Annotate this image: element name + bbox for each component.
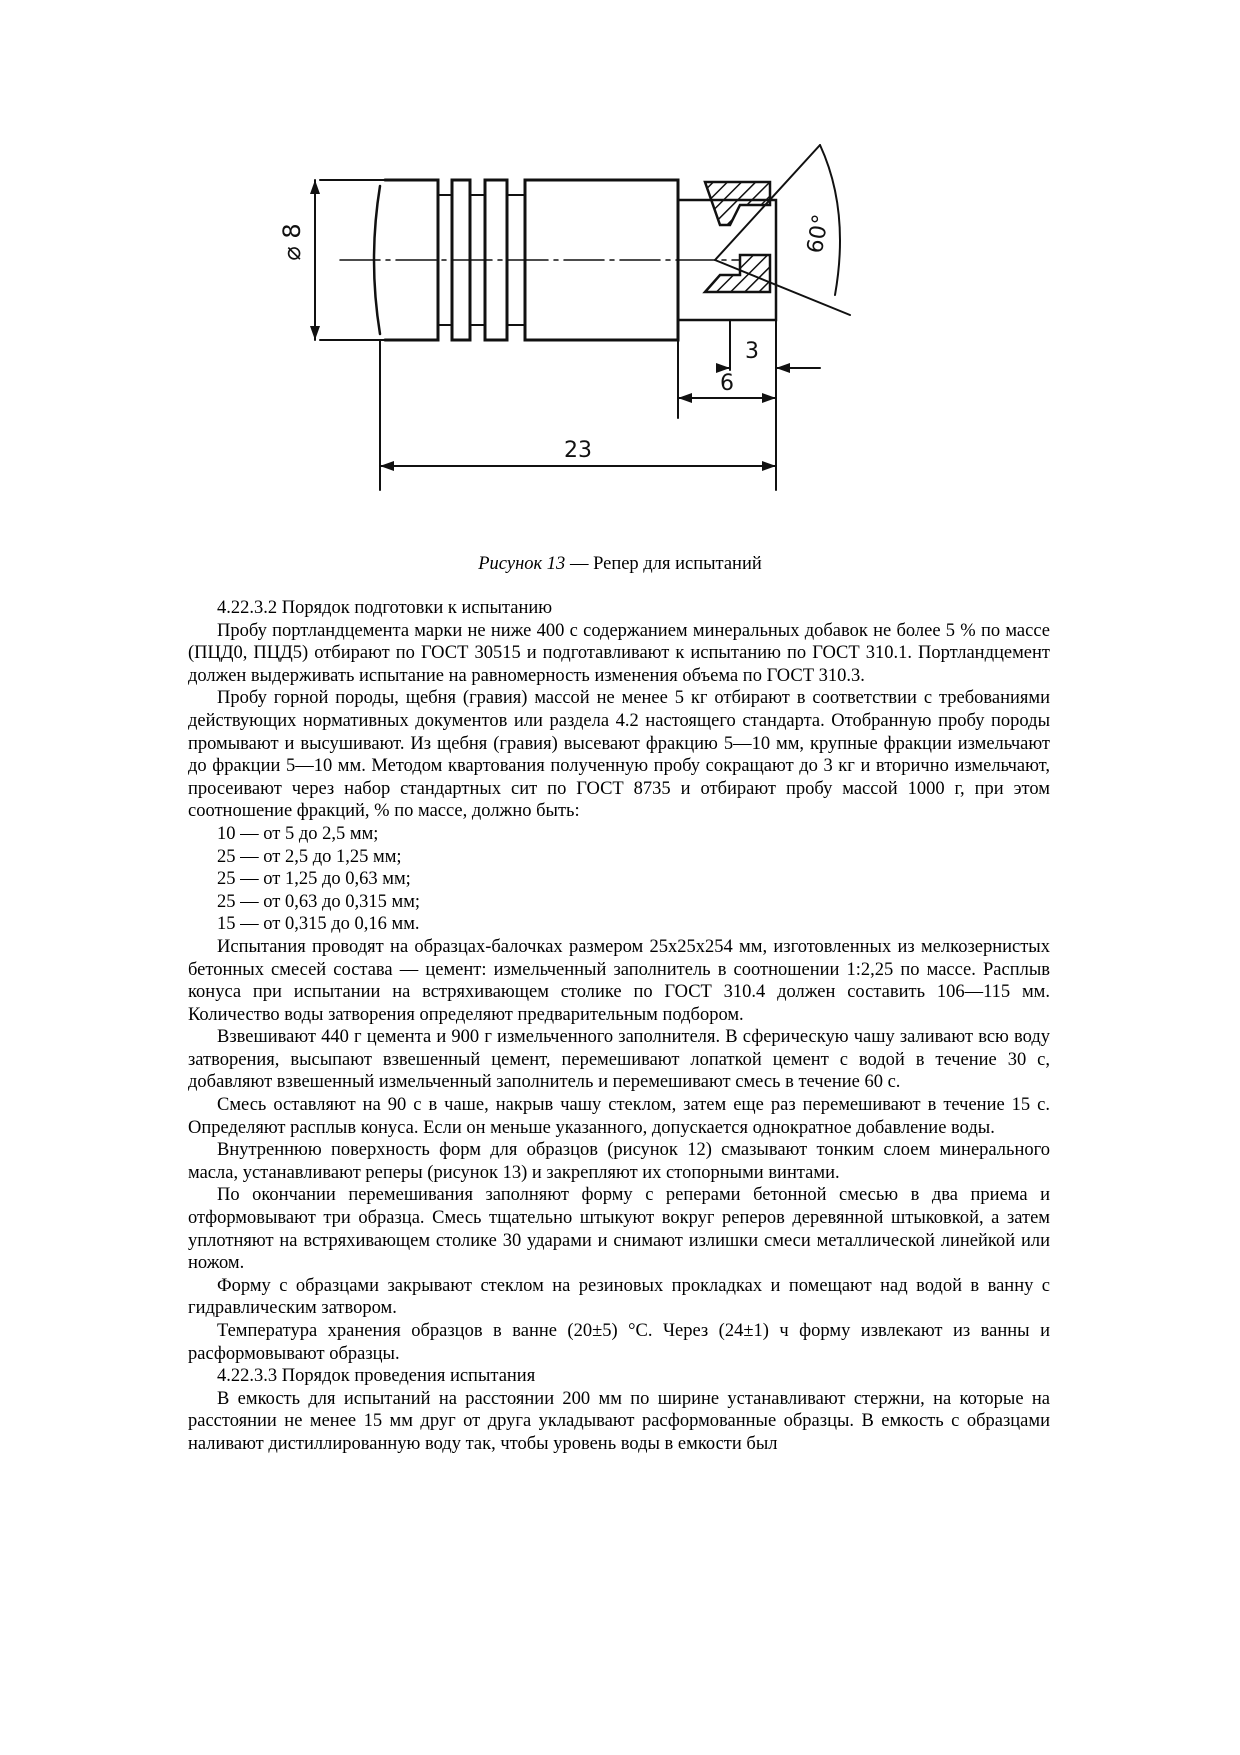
list-item: 25 — от 1,25 до 0,63 мм; <box>217 869 411 890</box>
paragraph: Внутреннюю поверхность форм для образцов (рисунок 12) смазывают тонким слоем минерального масла, устанавливают реперы (рисунок 13) и закрепляют их стопорными винтами. <box>188 1140 1050 1183</box>
dimension-label-angle: 60° <box>802 212 835 256</box>
dimension-label-diameter: ⌀ 8 <box>278 223 306 261</box>
paragraph: В емкость для испытаний на расстоянии 200 мм по ширине устанавливают стержни, на которые на расстоянии не менее 15 мм друг от друга укладывают расформованные образцы. В емкость с образцами наливают дистиллированную воду так, чтобы уровень воды в емкости был <box>188 1388 1050 1454</box>
figure-13-reper-drawing <box>278 150 970 550</box>
hatched-section-upper <box>705 182 770 225</box>
caption-label: Рисунок 13 <box>478 554 566 574</box>
reper-technical-drawing <box>278 150 970 550</box>
list-item: 25 — от 0,63 до 0,315 мм; <box>217 891 421 912</box>
dimension-label-23: 23 <box>564 438 592 463</box>
list-item: 15 — от 0,315 до 0,16 мм. <box>217 914 420 935</box>
paragraph: Взвешивают 440 г цемента и 900 г измельченного заполнителя. В сферическую чашу заливают всю воду затворения, высыпают взвешенный цемент, перемешивают лопаткой цемент с водой в течение 30 с, добавляют взвешенный измельченный заполнитель и перемешивают смесь в течение 60 с. <box>188 1027 1050 1093</box>
paragraph: Смесь оставляют на 90 с в чаше, накрыв чашу стеклом, затем еще раз перемешивают в течение 15 с. Определяют расплыв конуса. Если он меньше указанного, допускается однократное добавление воды. <box>188 1095 1050 1138</box>
dimension-label-3: 3 <box>745 339 759 364</box>
section-heading: 4.22.3.2 Порядок подготовки к испытанию <box>217 598 553 618</box>
list-item: 10 — от 5 до 2,5 мм; <box>217 823 379 844</box>
section-heading: 4.22.3.3 Порядок проведения испытания <box>217 1366 536 1387</box>
paragraph: Испытания проводят на образцах-балочках размером 25х25х254 мм, изготовленных из мелкозернистых бетонных смесей состава — цемент: измельченный заполнитель в соотношении 1:2,25 по массе. Расплыв конуса при испытании на встряхивающем столике по ГОСТ 310.4 должен составить 106—115 мм. Количество воды затворения определяют предварительным подбором. <box>188 936 1050 1025</box>
figure-caption <box>0 553 1240 576</box>
paragraph: Пробу горной породы, щебня (гравия) массой не менее 5 кг отбирают в соответствии с требованиями действующих нормативных документов или раздела 4.2 настоящего стандарта. Отобранную пробу породы промывают и высушивают. Из щебня (гравия) высевают фракцию 5—10 мм, крупные фракции измельчают до фракции 5—10 мм. Методом квартования полученную пробу сокращают до 3 кг и вторично измельчают, просеивают через набор стандартных сит по ГОСТ 8735 и отбирают пробу массой 1000 г, при этом соотношение фракций, % по массе, должно быть: <box>188 688 1050 822</box>
paragraph: Форму с образцами закрывают стеклом на резиновых прокладках и помещают над водой в ванну с гидравлическим затвором. <box>188 1275 1050 1319</box>
list-item: 25 — от 2,5 до 1,25 мм; <box>217 846 402 867</box>
body-text <box>188 597 1050 1456</box>
paragraph: Температура хранения образцов в ванне (20±5) °С. Через (24±1) ч форму извлекают из ванны и расформовывают образцы. <box>188 1321 1050 1364</box>
paragraph: По окончании перемешивания заполняют форму с реперами бетонной смесью в два приема и отформовывают три образца. Смесь тщательно штыкуют вокруг реперов деревянной штыковкой, а затем уплотняют на встряхивающем столике 30 ударами и снимают излишки смеси металлической линейкой или ножом. <box>188 1185 1050 1274</box>
caption-text: — Репер для испытаний <box>565 554 762 574</box>
dimension-label-6: 6 <box>720 371 734 396</box>
paragraph: Пробу портландцемента марки не ниже 400 с содержанием минеральных добавок не более 5 % по массе (ПЦД0, ПЦД5) отбирают по ГОСТ 30515 и подготавливают к испытанию по ГОСТ 310.1. Портландцемент должен выдерживать испытание на равномерность изменения объема по ГОСТ 310.3. <box>188 620 1050 686</box>
